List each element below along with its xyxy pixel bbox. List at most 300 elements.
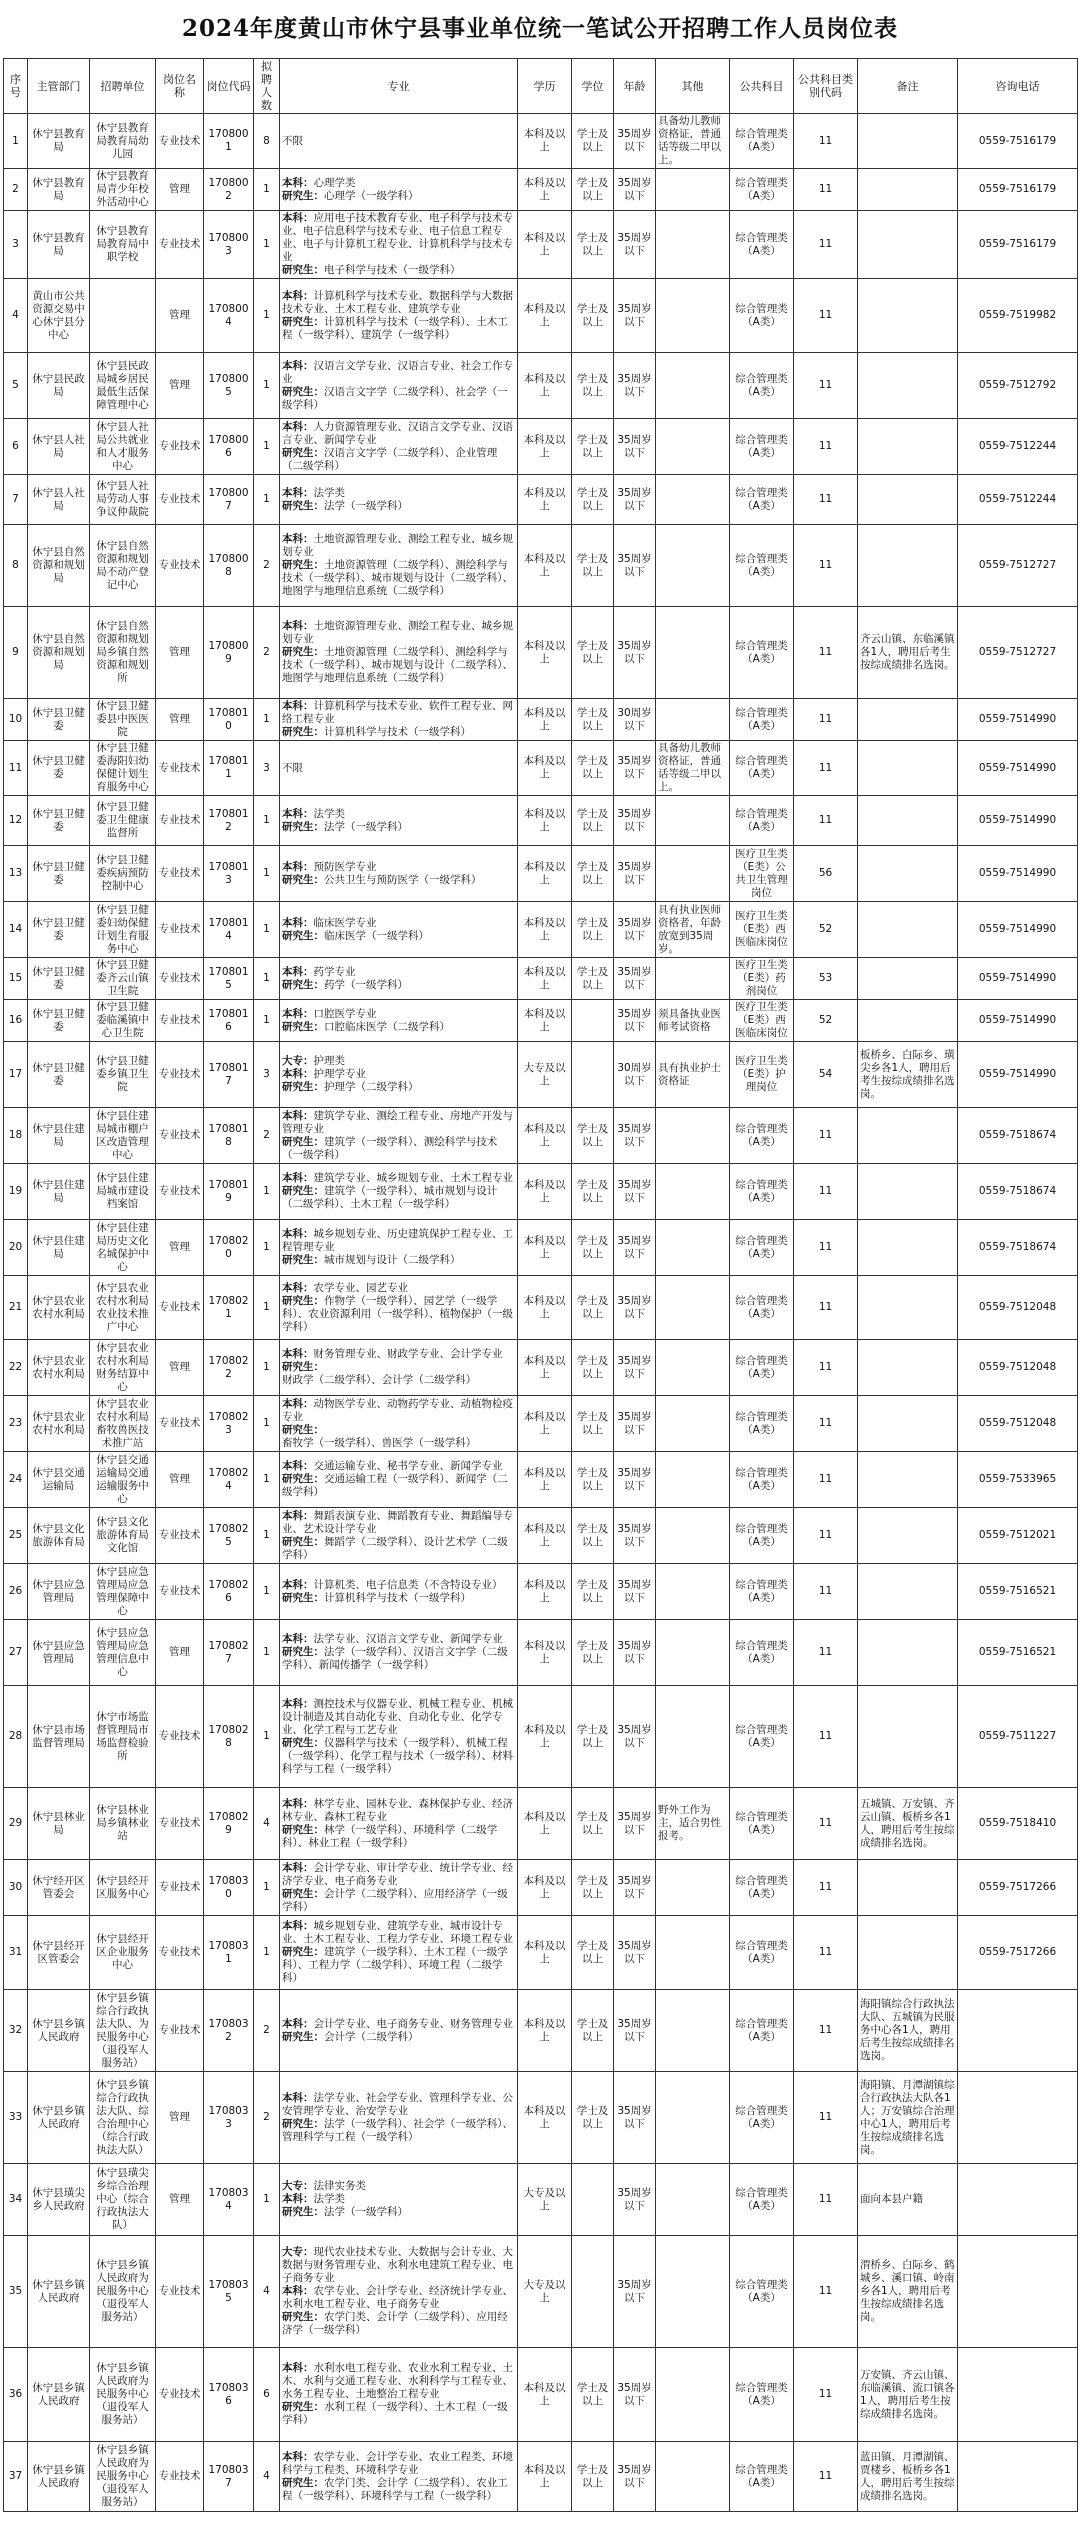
cell-note xyxy=(858,353,958,419)
cell-category-code: 11 xyxy=(794,1276,858,1340)
cell-category-code: 11 xyxy=(794,2348,858,2442)
cell-subject: 综合管理类（A类） xyxy=(730,1220,794,1276)
row-number: 15 xyxy=(4,958,28,1000)
cell-subject: 综合管理类（A类） xyxy=(730,475,794,525)
cell-subject: 综合管理类（A类） xyxy=(730,1508,794,1564)
cell-degree: 学士及以上 xyxy=(572,525,614,607)
cell-subject: 综合管理类（A类） xyxy=(730,796,794,846)
cell-major: 不限 xyxy=(280,741,518,796)
table-row xyxy=(4,1788,1078,1860)
cell-code: 1708010 xyxy=(204,699,254,741)
cell-age: 35周岁以下 xyxy=(614,796,656,846)
row-number: 34 xyxy=(4,2164,28,2236)
cell-category-code: 11 xyxy=(794,525,858,607)
row-number: 36 xyxy=(4,2348,28,2442)
cell-unit: 休宁县乡镇人民政府为民服务中心（退役军人服务站） xyxy=(90,2442,156,2512)
cell-phone: 0559-7514990 xyxy=(958,846,1078,902)
cell-count: 1 xyxy=(254,1000,280,1042)
cell-degree xyxy=(572,2236,614,2348)
cell-major: 本科：法学专业、汉语言文学专业、新闻学专业 研究生：法学（一级学科）、汉语言文字学（二级学科）、新闻传播学（一级学科） xyxy=(280,1620,518,1686)
table-body xyxy=(4,114,1078,2512)
cell-age: 35周岁以下 xyxy=(614,2348,656,2442)
table-row xyxy=(4,279,1078,353)
cell-age: 35周岁以下 xyxy=(614,279,656,353)
cell-code: 1708018 xyxy=(204,1108,254,1164)
cell-degree: 学士及以上 xyxy=(572,2072,614,2164)
cell-code: 1708021 xyxy=(204,1276,254,1340)
cell-phone: 0559-7514990 xyxy=(958,699,1078,741)
cell-position: 专业技术 xyxy=(156,2236,204,2348)
cell-category-code: 11 xyxy=(794,279,858,353)
row-number: 20 xyxy=(4,1220,28,1276)
row-number: 22 xyxy=(4,1340,28,1396)
cell-degree: 学士及以上 xyxy=(572,1164,614,1220)
cell-unit: 休宁县自然资源和规划局乡镇自然资源和规划所 xyxy=(90,607,156,699)
cell-subject: 综合管理类（A类） xyxy=(730,2442,794,2512)
table-row xyxy=(4,2348,1078,2442)
row-number: 31 xyxy=(4,1916,28,1990)
cell-age: 35周岁以下 xyxy=(614,353,656,419)
cell-position: 专业技术 xyxy=(156,741,204,796)
cell-education: 大专及以上 xyxy=(518,2164,572,2236)
cell-code: 1708020 xyxy=(204,1220,254,1276)
cell-education: 本科及以上 xyxy=(518,902,572,958)
cell-education: 本科及以上 xyxy=(518,279,572,353)
cell-major: 本科：林学专业、园林专业、森林保护专业、经济林专业、森林工程专业 研究生：林学（一级学科）、环境科学（二级学科）、林业工程（一级学科） xyxy=(280,1788,518,1860)
column-header: 公共科目类别代码 xyxy=(794,59,858,114)
cell-unit: 休宁县乡镇综合行政执法大队、为民服务中心（退役军人服务站） xyxy=(90,1990,156,2072)
cell-code: 1708034 xyxy=(204,2164,254,2236)
cell-category-code: 11 xyxy=(794,1990,858,2072)
cell-note: 五城镇、万安镇、齐云山镇、板桥乡各1人，聘用后考生按综成绩排名选岗。 xyxy=(858,1788,958,1860)
cell-age: 35周岁以下 xyxy=(614,1564,656,1620)
cell-unit: 休宁县应急管理局应急管理保障中心 xyxy=(90,1564,156,1620)
cell-code: 1708036 xyxy=(204,2348,254,2442)
cell-code: 1708008 xyxy=(204,525,254,607)
cell-major: 大专：法律实务类 本科：法学类 研究生：法学（一级学科） xyxy=(280,2164,518,2236)
cell-education: 本科及以上 xyxy=(518,958,572,1000)
cell-count: 1 xyxy=(254,1564,280,1620)
cell-education: 本科及以上 xyxy=(518,1164,572,1220)
cell-unit: 休宁市场监督管理局市场监督检验所 xyxy=(90,1686,156,1788)
table-row xyxy=(4,1108,1078,1164)
cell-position: 管理 xyxy=(156,169,204,211)
cell-unit: 休宁县林业局乡镇林业站 xyxy=(90,1788,156,1860)
cell-note: 万安镇、齐云山镇、东临溪镇、流口镇各1人，聘用后考生按综成绩排名选岗。 xyxy=(858,2348,958,2442)
cell-code: 1708004 xyxy=(204,279,254,353)
cell-degree: 学士及以上 xyxy=(572,1686,614,1788)
cell-category-code: 11 xyxy=(794,1340,858,1396)
cell-education: 本科及以上 xyxy=(518,1452,572,1508)
cell-other xyxy=(656,846,730,902)
cell-phone: 0559-7512792 xyxy=(958,353,1078,419)
cell-degree: 学士及以上 xyxy=(572,1620,614,1686)
cell-major: 本科：法学专业、社会学专业、管理科学专业、公安管理学专业、治安学专业 研究生：法学（一级学科）、社会学（一级学科）、管理科学与工程（一级学科） xyxy=(280,2072,518,2164)
cell-note xyxy=(858,1916,958,1990)
cell-degree: 学士及以上 xyxy=(572,846,614,902)
cell-phone: 0559-7516521 xyxy=(958,1620,1078,1686)
cell-department: 休宁县自然资源和规划局 xyxy=(28,607,90,699)
cell-count: 6 xyxy=(254,2348,280,2442)
cell-category-code: 11 xyxy=(794,1564,858,1620)
row-number: 29 xyxy=(4,1788,28,1860)
cell-other: 具有执业护士资格证 xyxy=(656,1042,730,1108)
cell-other xyxy=(656,1276,730,1340)
cell-other xyxy=(656,1990,730,2072)
cell-category-code: 54 xyxy=(794,1042,858,1108)
cell-note xyxy=(858,1164,958,1220)
cell-degree: 学士及以上 xyxy=(572,1396,614,1452)
cell-education: 大专及以上 xyxy=(518,2236,572,2348)
cell-department: 休宁县乡镇人民政府 xyxy=(28,1990,90,2072)
row-number: 14 xyxy=(4,902,28,958)
cell-note xyxy=(858,741,958,796)
cell-unit: 休宁县经开区服务中心 xyxy=(90,1860,156,1916)
row-number: 2 xyxy=(4,169,28,211)
cell-count: 3 xyxy=(254,1042,280,1108)
cell-department: 休宁县应急管理局 xyxy=(28,1564,90,1620)
cell-position: 管理 xyxy=(156,1452,204,1508)
cell-other xyxy=(656,607,730,699)
cell-degree: 学士及以上 xyxy=(572,1508,614,1564)
row-number: 32 xyxy=(4,1990,28,2072)
cell-education: 本科及以上 xyxy=(518,211,572,279)
cell-category-code: 11 xyxy=(794,475,858,525)
column-header: 主管部门 xyxy=(28,59,90,114)
table-row xyxy=(4,1164,1078,1220)
cell-code: 1708035 xyxy=(204,2236,254,2348)
cell-department: 休宁县人社局 xyxy=(28,419,90,475)
cell-education: 本科及以上 xyxy=(518,1396,572,1452)
table-row xyxy=(4,1990,1078,2072)
cell-position: 专业技术 xyxy=(156,114,204,169)
cell-other xyxy=(656,2236,730,2348)
cell-degree: 学士及以上 xyxy=(572,419,614,475)
cell-other xyxy=(656,1620,730,1686)
cell-subject: 综合管理类（A类） xyxy=(730,1276,794,1340)
cell-count: 1 xyxy=(254,1508,280,1564)
cell-count: 1 xyxy=(254,353,280,419)
cell-code: 1708012 xyxy=(204,796,254,846)
cell-other xyxy=(656,1916,730,1990)
table-row xyxy=(4,796,1078,846)
cell-department: 休宁县卫健委 xyxy=(28,741,90,796)
cell-age: 35周岁以下 xyxy=(614,2442,656,2512)
cell-unit: 休宁县卫健委临溪镇中心卫生院 xyxy=(90,1000,156,1042)
cell-count: 1 xyxy=(254,958,280,1000)
cell-unit: 休宁县教育局教育局中职学校 xyxy=(90,211,156,279)
row-number: 10 xyxy=(4,699,28,741)
cell-unit: 休宁县璜尖乡综合治理中心（综合行政执法大队） xyxy=(90,2164,156,2236)
table-row xyxy=(4,1452,1078,1508)
cell-phone: 0559-7512727 xyxy=(958,607,1078,699)
cell-note xyxy=(858,1276,958,1340)
column-header: 咨询电话 xyxy=(958,59,1078,114)
cell-major: 本科：计算机科学与技术专业、数据科学与大数据技术专业、土木工程专业、建筑学专业 研究生：计算机科学与技术（一级学科）、土木工程（一级学科）、建筑学（一级学科） xyxy=(280,279,518,353)
cell-phone: 0559-7518674 xyxy=(958,1220,1078,1276)
cell-subject: 综合管理类（A类） xyxy=(730,353,794,419)
cell-count: 4 xyxy=(254,2236,280,2348)
row-number: 16 xyxy=(4,1000,28,1042)
cell-subject: 综合管理类（A类） xyxy=(730,1990,794,2072)
cell-code: 1708011 xyxy=(204,741,254,796)
cell-category-code: 11 xyxy=(794,796,858,846)
cell-age: 35周岁以下 xyxy=(614,211,656,279)
cell-note xyxy=(858,699,958,741)
cell-degree: 学士及以上 xyxy=(572,279,614,353)
cell-education: 本科及以上 xyxy=(518,846,572,902)
cell-count: 1 xyxy=(254,1686,280,1788)
cell-age: 35周岁以下 xyxy=(614,902,656,958)
cell-degree: 学士及以上 xyxy=(572,211,614,279)
row-number: 8 xyxy=(4,525,28,607)
cell-major: 本科：汉语言文学专业、汉语言专业、社会工作专业 研究生：汉语言文字学（二级学科）、社会学（一级学科） xyxy=(280,353,518,419)
cell-education: 本科及以上 xyxy=(518,525,572,607)
cell-subject: 综合管理类（A类） xyxy=(730,1396,794,1452)
cell-subject: 综合管理类（A类） xyxy=(730,114,794,169)
cell-unit: 休宁县应急管理局应急管理信息中心 xyxy=(90,1620,156,1686)
row-number: 30 xyxy=(4,1860,28,1916)
cell-position: 专业技术 xyxy=(156,1396,204,1452)
cell-education: 本科及以上 xyxy=(518,1686,572,1788)
cell-count: 1 xyxy=(254,169,280,211)
cell-position: 专业技术 xyxy=(156,1564,204,1620)
cell-category-code: 11 xyxy=(794,1220,858,1276)
column-header: 学历 xyxy=(518,59,572,114)
cell-education: 本科及以上 xyxy=(518,475,572,525)
cell-degree: 学士及以上 xyxy=(572,741,614,796)
cell-degree: 学士及以上 xyxy=(572,1276,614,1340)
cell-age: 35周岁以下 xyxy=(614,114,656,169)
cell-education: 本科及以上 xyxy=(518,796,572,846)
cell-subject: 综合管理类（A类） xyxy=(730,1340,794,1396)
table-row xyxy=(4,2164,1078,2236)
cell-other xyxy=(656,2072,730,2164)
cell-unit: 休宁县自然资源和规划局不动产登记中心 xyxy=(90,525,156,607)
cell-note: 板桥乡、白际乡、璜尖乡各1人，聘用后考生按综成绩排名选岗。 xyxy=(858,1042,958,1108)
cell-count: 1 xyxy=(254,211,280,279)
cell-degree xyxy=(572,1000,614,1042)
cell-category-code: 11 xyxy=(794,419,858,475)
cell-unit: 休宁县卫健委县中医医院 xyxy=(90,699,156,741)
cell-note: 渭桥乡、白际乡、鹤城乡、溪口镇、岭南乡各1人，聘用后考生按综成绩排名选岗。 xyxy=(858,2236,958,2348)
table-row xyxy=(4,2072,1078,2164)
cell-unit: 休宁县人社局劳动人事争议仲裁院 xyxy=(90,475,156,525)
cell-age: 35周岁以下 xyxy=(614,1340,656,1396)
cell-degree xyxy=(572,1042,614,1108)
cell-department: 休宁县教育局 xyxy=(28,211,90,279)
cell-unit: 休宁县卫健委海阳妇幼保健计划生育服务中心 xyxy=(90,741,156,796)
cell-major: 本科：法学类 研究生：法学（一级学科） xyxy=(280,796,518,846)
cell-major: 本科：应用电子技术教育专业、电子科学与技术专业、电子信息科学与技术专业、电子信息工程专业、电子与计算机工程专业、计算机科学与技术专业 研究生：电子科学与技术（一级学科） xyxy=(280,211,518,279)
cell-education: 本科及以上 xyxy=(518,1620,572,1686)
table-row xyxy=(4,902,1078,958)
cell-major: 本科：交通运输专业、秘书学专业、新闻学专业 研究生：交通运输工程（一级学科）、新闻学（二级学科） xyxy=(280,1452,518,1508)
cell-department: 休宁县卫健委 xyxy=(28,699,90,741)
cell-department: 休宁县卫健委 xyxy=(28,796,90,846)
cell-unit: 休宁县乡镇人民政府为民服务中心（退役军人服务站） xyxy=(90,2348,156,2442)
cell-degree: 学士及以上 xyxy=(572,1860,614,1916)
cell-education: 本科及以上 xyxy=(518,419,572,475)
cell-code: 1708031 xyxy=(204,1916,254,1990)
column-header: 专业 xyxy=(280,59,518,114)
cell-degree: 学士及以上 xyxy=(572,902,614,958)
cell-department: 休宁县市场监督管理局 xyxy=(28,1686,90,1788)
row-number: 6 xyxy=(4,419,28,475)
column-header: 序号 xyxy=(4,59,28,114)
cell-degree: 学士及以上 xyxy=(572,1788,614,1860)
cell-note: 齐云山镇、东临溪镇各1人，聘用后考生按综成绩排名选岗。 xyxy=(858,607,958,699)
table-row xyxy=(4,1000,1078,1042)
cell-position: 专业技术 xyxy=(156,1108,204,1164)
cell-code: 1708013 xyxy=(204,846,254,902)
column-header: 学位 xyxy=(572,59,614,114)
cell-category-code: 11 xyxy=(794,1860,858,1916)
cell-count: 1 xyxy=(254,1164,280,1220)
cell-code: 1708001 xyxy=(204,114,254,169)
cell-education: 本科及以上 xyxy=(518,1916,572,1990)
cell-unit: 休宁县教育局教育局幼儿园 xyxy=(90,114,156,169)
table-row xyxy=(4,1340,1078,1396)
cell-department: 休宁县民政局 xyxy=(28,353,90,419)
cell-count: 2 xyxy=(254,607,280,699)
cell-other xyxy=(656,2348,730,2442)
cell-other xyxy=(656,1564,730,1620)
cell-category-code: 11 xyxy=(794,114,858,169)
cell-note xyxy=(858,1220,958,1276)
cell-major: 本科：土地资源管理专业、测绘工程专业、城乡规划专业 研究生：土地资源管理（二级学科）、测绘科学与技术（一级学科）、城市规划与设计（二级学科）、地图学与地理信息系统（二级学科） xyxy=(280,607,518,699)
column-header: 公共科目 xyxy=(730,59,794,114)
cell-note xyxy=(858,114,958,169)
cell-subject: 综合管理类（A类） xyxy=(730,2236,794,2348)
cell-category-code: 52 xyxy=(794,1000,858,1042)
row-number: 11 xyxy=(4,741,28,796)
cell-major: 本科：会计学专业、审计学专业、统计学专业、经济学专业、电子商务专业 研究生：会计学（二级学科）、应用经济学（一级学科） xyxy=(280,1860,518,1916)
cell-position: 管理 xyxy=(156,2164,204,2236)
cell-phone: 0559-7518410 xyxy=(958,1788,1078,1860)
cell-count: 1 xyxy=(254,279,280,353)
cell-department: 休宁县农业农村水利局 xyxy=(28,1276,90,1340)
table-row xyxy=(4,1220,1078,1276)
cell-degree: 学士及以上 xyxy=(572,2348,614,2442)
cell-major: 本科：城乡规划专业、建筑学专业、城市设计专业、土木工程专业、工程力学专业、环境工程专业 研究生：建筑学（一级学科）、土木工程（一级学科）、工程力学（二级学科）、环境工程（二级学科） xyxy=(280,1916,518,1990)
table-row xyxy=(4,2442,1078,2512)
cell-category-code: 11 xyxy=(794,1452,858,1508)
cell-category-code: 11 xyxy=(794,2442,858,2512)
cell-category-code: 11 xyxy=(794,699,858,741)
cell-department: 休宁县农业农村水利局 xyxy=(28,1340,90,1396)
cell-unit: 休宁县乡镇人民政府为民服务中心（退役军人服务站） xyxy=(90,2236,156,2348)
cell-code: 1708030 xyxy=(204,1860,254,1916)
column-header: 拟聘人数 xyxy=(254,59,280,114)
cell-other xyxy=(656,1452,730,1508)
cell-education: 本科及以上 xyxy=(518,1788,572,1860)
cell-major: 本科：舞蹈表演专业、舞蹈教育专业、舞蹈编导专业、艺术设计学专业 研究生：舞蹈学（二级学科）、设计艺术学（二级学科） xyxy=(280,1508,518,1564)
cell-count: 4 xyxy=(254,1788,280,1860)
cell-phone: 0559-7512727 xyxy=(958,525,1078,607)
cell-other xyxy=(656,699,730,741)
table-row xyxy=(4,1916,1078,1990)
cell-count: 1 xyxy=(254,2164,280,2236)
cell-department: 休宁县住建局 xyxy=(28,1164,90,1220)
cell-subject: 综合管理类（A类） xyxy=(730,2164,794,2236)
cell-age: 35周岁以下 xyxy=(614,1990,656,2072)
cell-position: 管理 xyxy=(156,279,204,353)
cell-degree: 学士及以上 xyxy=(572,2442,614,2512)
column-header: 备注 xyxy=(858,59,958,114)
cell-category-code: 11 xyxy=(794,211,858,279)
cell-category-code: 53 xyxy=(794,958,858,1000)
cell-code: 1708017 xyxy=(204,1042,254,1108)
cell-count: 1 xyxy=(254,1916,280,1990)
table-row xyxy=(4,1860,1078,1916)
cell-major: 本科：农学专业、园艺专业 研究生：作物学（一级学科）、园艺学（一级学科）、农业资源利用（一级学科）、植物保护（一级学科） xyxy=(280,1276,518,1340)
cell-category-code: 11 xyxy=(794,1620,858,1686)
cell-phone: 0559-7512048 xyxy=(958,1276,1078,1340)
cell-note xyxy=(858,958,958,1000)
cell-category-code: 11 xyxy=(794,741,858,796)
table-row xyxy=(4,1620,1078,1686)
cell-department: 休宁县乡镇人民政府 xyxy=(28,2236,90,2348)
cell-phone: 0559-7516179 xyxy=(958,211,1078,279)
cell-other xyxy=(656,1108,730,1164)
cell-position: 专业技术 xyxy=(156,1276,204,1340)
cell-age: 35周岁以下 xyxy=(614,525,656,607)
cell-unit: 休宁县住建局城市棚户区改造管理中心 xyxy=(90,1108,156,1164)
cell-education: 大专及以上 xyxy=(518,1042,572,1108)
cell-note xyxy=(858,1686,958,1788)
cell-phone: 0559-7518674 xyxy=(958,1164,1078,1220)
cell-phone: 0559-7511227 xyxy=(958,1686,1078,1788)
cell-education: 本科及以上 xyxy=(518,2072,572,2164)
table-row xyxy=(4,353,1078,419)
cell-phone xyxy=(958,1990,1078,2072)
row-number: 17 xyxy=(4,1042,28,1108)
cell-other xyxy=(656,958,730,1000)
cell-phone: 0559-7517266 xyxy=(958,1860,1078,1916)
cell-note xyxy=(858,1860,958,1916)
cell-age: 35周岁以下 xyxy=(614,741,656,796)
cell-phone: 0559-7517266 xyxy=(958,1916,1078,1990)
cell-unit: 休宁县文化旅游体育局文化馆 xyxy=(90,1508,156,1564)
cell-degree: 学士及以上 xyxy=(572,169,614,211)
cell-age: 35周岁以下 xyxy=(614,1220,656,1276)
cell-age: 35周岁以下 xyxy=(614,1396,656,1452)
cell-age: 30周岁以下 xyxy=(614,699,656,741)
cell-phone: 0559-7516521 xyxy=(958,1564,1078,1620)
cell-category-code: 11 xyxy=(794,1396,858,1452)
cell-degree: 学士及以上 xyxy=(572,796,614,846)
cell-subject: 医疗卫生类（E类）西医临床岗位 xyxy=(730,902,794,958)
table-row xyxy=(4,1564,1078,1620)
cell-subject: 综合管理类（A类） xyxy=(730,2072,794,2164)
cell-education: 本科及以上 xyxy=(518,607,572,699)
cell-department: 休宁县卫健委 xyxy=(28,958,90,1000)
cell-position: 专业技术 xyxy=(156,958,204,1000)
row-number: 33 xyxy=(4,2072,28,2164)
cell-major: 本科：建筑学专业、城乡规划专业、土木工程专业 研究生：建筑学（一级学科）、城市规划与设计（二级学科）、土木工程（一级学科） xyxy=(280,1164,518,1220)
row-number: 27 xyxy=(4,1620,28,1686)
cell-subject: 医疗卫生类（E类）药剂岗位 xyxy=(730,958,794,1000)
cell-subject: 综合管理类（A类） xyxy=(730,169,794,211)
row-number: 18 xyxy=(4,1108,28,1164)
cell-subject: 综合管理类（A类） xyxy=(730,419,794,475)
cell-code: 1708016 xyxy=(204,1000,254,1042)
row-number: 5 xyxy=(4,353,28,419)
cell-major: 本科：计算机科学与技术专业、软件工程专业、网络工程专业 研究生：计算机科学与技术（一级学科） xyxy=(280,699,518,741)
cell-age: 35周岁以下 xyxy=(614,1916,656,1990)
column-header: 岗位名称 xyxy=(156,59,204,114)
